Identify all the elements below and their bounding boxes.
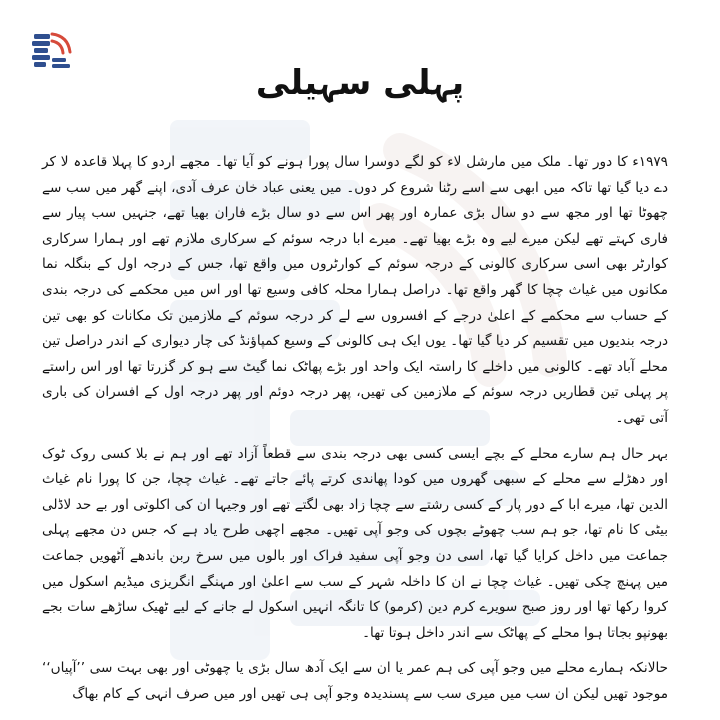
paragraph-1: ۱۹۷۹ء کا دور تھا۔ ملک میں مارشل لاء کو لگے دوسرا سال پورا ہونے کو آیا تھا۔ مجھے اردو کا پہلا قاعدہ لا کر دے دیا گیا تھا تاکہ میں ابھی سے اسے رٹنا شروع کر دوں۔ میں یعنی عباد خان عرف آدی، اپنے گھر میں سب سے چھوٹا تھا اور مجھ سے دو سال بڑی عمارہ اور پھر اس سے دو سال بڑے فاران بھیا تھے، جنہیں سب پیار سے فاری کہتے تھے لیکن میرے لیے وہ بڑے بھیا تھے۔ میرے ابا درجہ سوئم کے سرکاری ملازم تھے اور ہمارا سرکاری کوارٹر بھی اسی سرکاری کالونی کے درجہ سوئم کے کوارٹروں میں واقع تھا، جس کے درجہ اول کے بنگلہ نما مکانوں میں غیاث چچا کا گھر واقع تھا۔ دراصل ہمارا محلہ کافی وسیع تھا اور اس میں محکمے کی درجہ بندی کے حساب سے محکمے کے اعلیٰ درجے کے افسروں سے لے کر درجہ سوئم کے ملازمین تک مکانات کو بھی تین درجہ بندیوں میں تقسیم کر دیا گیا تھا۔ یوں ایک ہی کالونی کے وسیع کمپاؤنڈ کی چار دیواری کے اندر دراصل تین محلے آباد تھے۔ کالونی میں داخلے کا راستہ ایک واحد اور بڑے پھاٹک نما گیٹ سے ہو کر گزرتا تھا اور اس راستے پر پہلی تین قطاریں درجہ سوئم کے ملازمین کی تھیں، پھر درجہ دوئم اور پھر درجہ اول کے افسران کی باری آتی تھی۔ (42, 154, 668, 426)
paragraph-3: حالانکہ ہمارے محلے میں وجو آپی کی ہم عمر یا ان سے ایک آدھ سال بڑی یا چھوٹی اور بھی بہت سی ’’آپیاں‘‘ موجود تھیں لیکن ان سب میں میری سب سے پسندیدہ وجو آپی ہی تھیں اور میں صرف انہی کے کام بھاگ (42, 660, 668, 702)
article-title: پہلی سہیلی (255, 63, 465, 103)
paragraph-2: بہر حال ہم سارے محلے کے بچے ایسی کسی بھی درجہ بندی سے قطعاً آزاد تھے اور ہم نے بلا کسی روک ٹوک اور دھڑلے سے محلے کے سبھی گھروں میں کودا پھاندی کرتے پائے جاتے تھے۔ غیاث چچا، جن کا پورا نام غیاث الدین تھا، میرے ابا کے دور پار کے کسی رشتے سے چچا زاد بھی لگتے تھے اور وجیہا ان کی اکلوتی اور بے حد لاڈلی بیٹی کا نام تھا، جو ہم سب چھوٹے بچوں کی وجو آپی تھیں۔ مجھے اچھی طرح یاد ہے کہ جس دن مجھے پہلی جماعت میں داخل کرایا گیا تھا، اسی دن وجو آپی سفید فراک اور بالوں میں سرخ ربن باندھے آٹھویں جماعت میں پہنچ چکی تھیں۔ غیاث چچا نے ان کا داخلہ شہر کے سب سے اعلیٰ اور مہنگے انگریزی میڈیم اسکول میں کروا رکھا تھا اور روز صبح سویرے کرم دین (کرمو) کا تانگہ انہیں اسکول لے جانے کے لیے ٹھیک ساڑھے سات بجے بھونپو بجاتا ہوا محلے کے پھاٹک سے اندر داخل ہوتا تھا۔ (42, 445, 668, 641)
article-body (42, 150, 668, 717)
